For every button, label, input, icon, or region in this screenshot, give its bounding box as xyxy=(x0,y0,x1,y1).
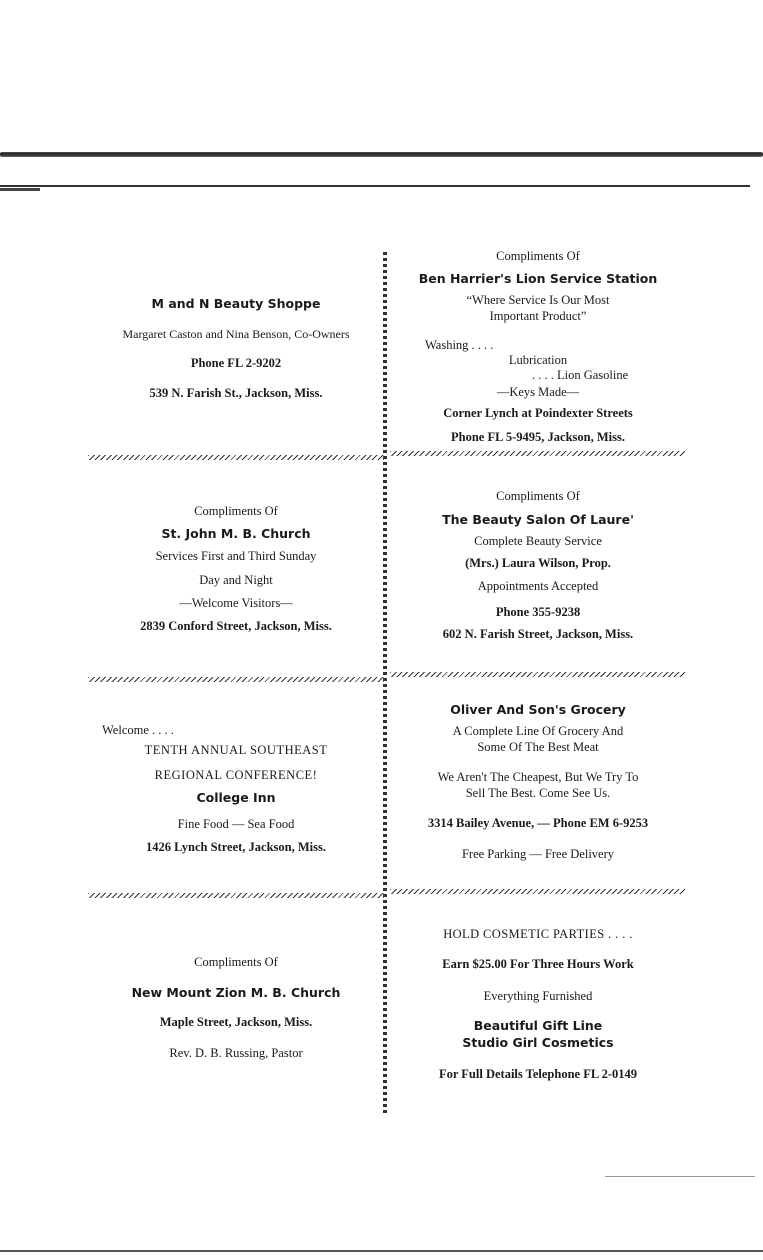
ad-compliments: Compliments Of xyxy=(194,504,278,518)
top-rule xyxy=(0,152,763,157)
ad-service: Complete Beauty Service xyxy=(474,534,602,548)
ad-title: Oliver And Son's Grocery xyxy=(450,702,626,717)
top-rule-thin xyxy=(0,185,750,187)
ad-corner: Corner Lynch at Poindexter Streets xyxy=(443,406,633,420)
ad-address: 2839 Conford Street, Jackson, Miss. xyxy=(140,619,332,633)
ad-parties: HOLD COSMETIC PARTIES . . . . xyxy=(443,927,633,941)
row-separator-right-1 xyxy=(390,451,685,456)
ad-furnished: Everything Furnished xyxy=(483,989,593,1003)
ad-phone: Phone FL 5-9495, Jackson, Miss. xyxy=(451,430,625,444)
ad-title: M and N Beauty Shoppe xyxy=(151,296,321,311)
ad-line1: A Complete Line Of Grocery And xyxy=(452,724,624,738)
row-separator-right-2 xyxy=(390,672,685,677)
ad-studio-girl-cosmetics xyxy=(392,926,684,1082)
ad-gift-line: Beautiful Gift Line xyxy=(473,1018,603,1033)
ad-title: St. John M. B. Church xyxy=(161,526,311,541)
ad-address: 539 N. Farish St., Jackson, Miss. xyxy=(149,386,323,400)
rule-mark xyxy=(0,188,40,191)
ad-line2: Some Of The Best Meat xyxy=(477,740,599,754)
ad-welcome: —Welcome Visitors— xyxy=(179,596,293,610)
ad-title: New Mount Zion M. B. Church xyxy=(131,985,341,1000)
ad-compliments: Compliments Of xyxy=(496,249,580,263)
ad-appointments: Appointments Accepted xyxy=(477,579,599,593)
ad-day-night: Day and Night xyxy=(199,573,273,587)
ad-compliments: Compliments Of xyxy=(194,955,278,969)
ad-phone: Phone FL 2-9202 xyxy=(190,356,282,370)
ad-new-mount-zion-church xyxy=(88,954,384,1061)
ad-title: Ben Harrier's Lion Service Station xyxy=(418,271,658,286)
ad-proprietor: (Mrs.) Laura Wilson, Prop. xyxy=(465,556,611,570)
ad-owners: Margaret Caston and Nina Benson, Co-Owners xyxy=(122,327,350,341)
ad-conference-line2: REGIONAL CONFERENCE! xyxy=(154,768,318,782)
ad-parking: Free Parking — Free Delivery xyxy=(461,847,615,861)
ad-line3: We Aren't The Cheapest, But We Try To xyxy=(437,770,639,784)
ad-mn-beauty-shoppe xyxy=(88,296,384,401)
ad-pastor: Rev. D. B. Russing, Pastor xyxy=(169,1046,303,1060)
ad-title: College Inn xyxy=(196,790,276,805)
ad-motto-line1: “Where Service Is Our Most xyxy=(466,293,610,307)
row-separator-left-3 xyxy=(88,893,384,898)
ad-earn: Earn $25.00 For Three Hours Work xyxy=(442,957,634,971)
footer-line xyxy=(605,1176,755,1177)
row-separator-right-3 xyxy=(390,889,685,894)
ad-compliments: Compliments Of xyxy=(496,489,580,503)
ad-phone: Phone 355-9238 xyxy=(495,605,581,619)
bottom-rule xyxy=(0,1250,763,1252)
ad-ben-harrier-station xyxy=(392,248,684,448)
ad-washing: Washing . . . . xyxy=(425,338,494,352)
ad-keys: —Keys Made— xyxy=(496,385,580,399)
ad-st-john-church xyxy=(88,503,384,634)
ad-food: Fine Food — Sea Food xyxy=(177,817,295,831)
row-separator-left-1 xyxy=(88,455,384,460)
ad-college-inn xyxy=(88,722,384,862)
ad-address: 602 N. Farish Street, Jackson, Miss. xyxy=(442,627,634,641)
ad-motto-line2: Important Product” xyxy=(489,309,587,323)
ad-conference-line1: TENTH ANNUAL SOUTHEAST xyxy=(144,743,328,757)
ad-title: The Beauty Salon Of Laure' xyxy=(442,512,634,527)
ad-services: Services First and Third Sunday xyxy=(155,549,317,563)
row-separator-left-2 xyxy=(88,677,384,682)
ad-beauty-salon-laure xyxy=(392,488,684,642)
ad-gasoline: . . . . Lion Gasoline xyxy=(532,368,629,382)
ad-address: Maple Street, Jackson, Miss. xyxy=(159,1015,313,1029)
ad-oliver-grocery xyxy=(392,702,684,862)
ad-address: 3314 Bailey Avenue, — Phone EM 6-9253 xyxy=(427,816,649,830)
ad-details: For Full Details Telephone FL 2-0149 xyxy=(438,1067,638,1081)
ad-line4: Sell The Best. Come See Us. xyxy=(465,786,611,800)
ad-title: Studio Girl Cosmetics xyxy=(462,1035,614,1050)
ad-welcome: Welcome . . . . xyxy=(102,723,174,737)
ad-lubrication: Lubrication xyxy=(508,353,568,367)
ad-address: 1426 Lynch Street, Jackson, Miss. xyxy=(146,840,326,854)
